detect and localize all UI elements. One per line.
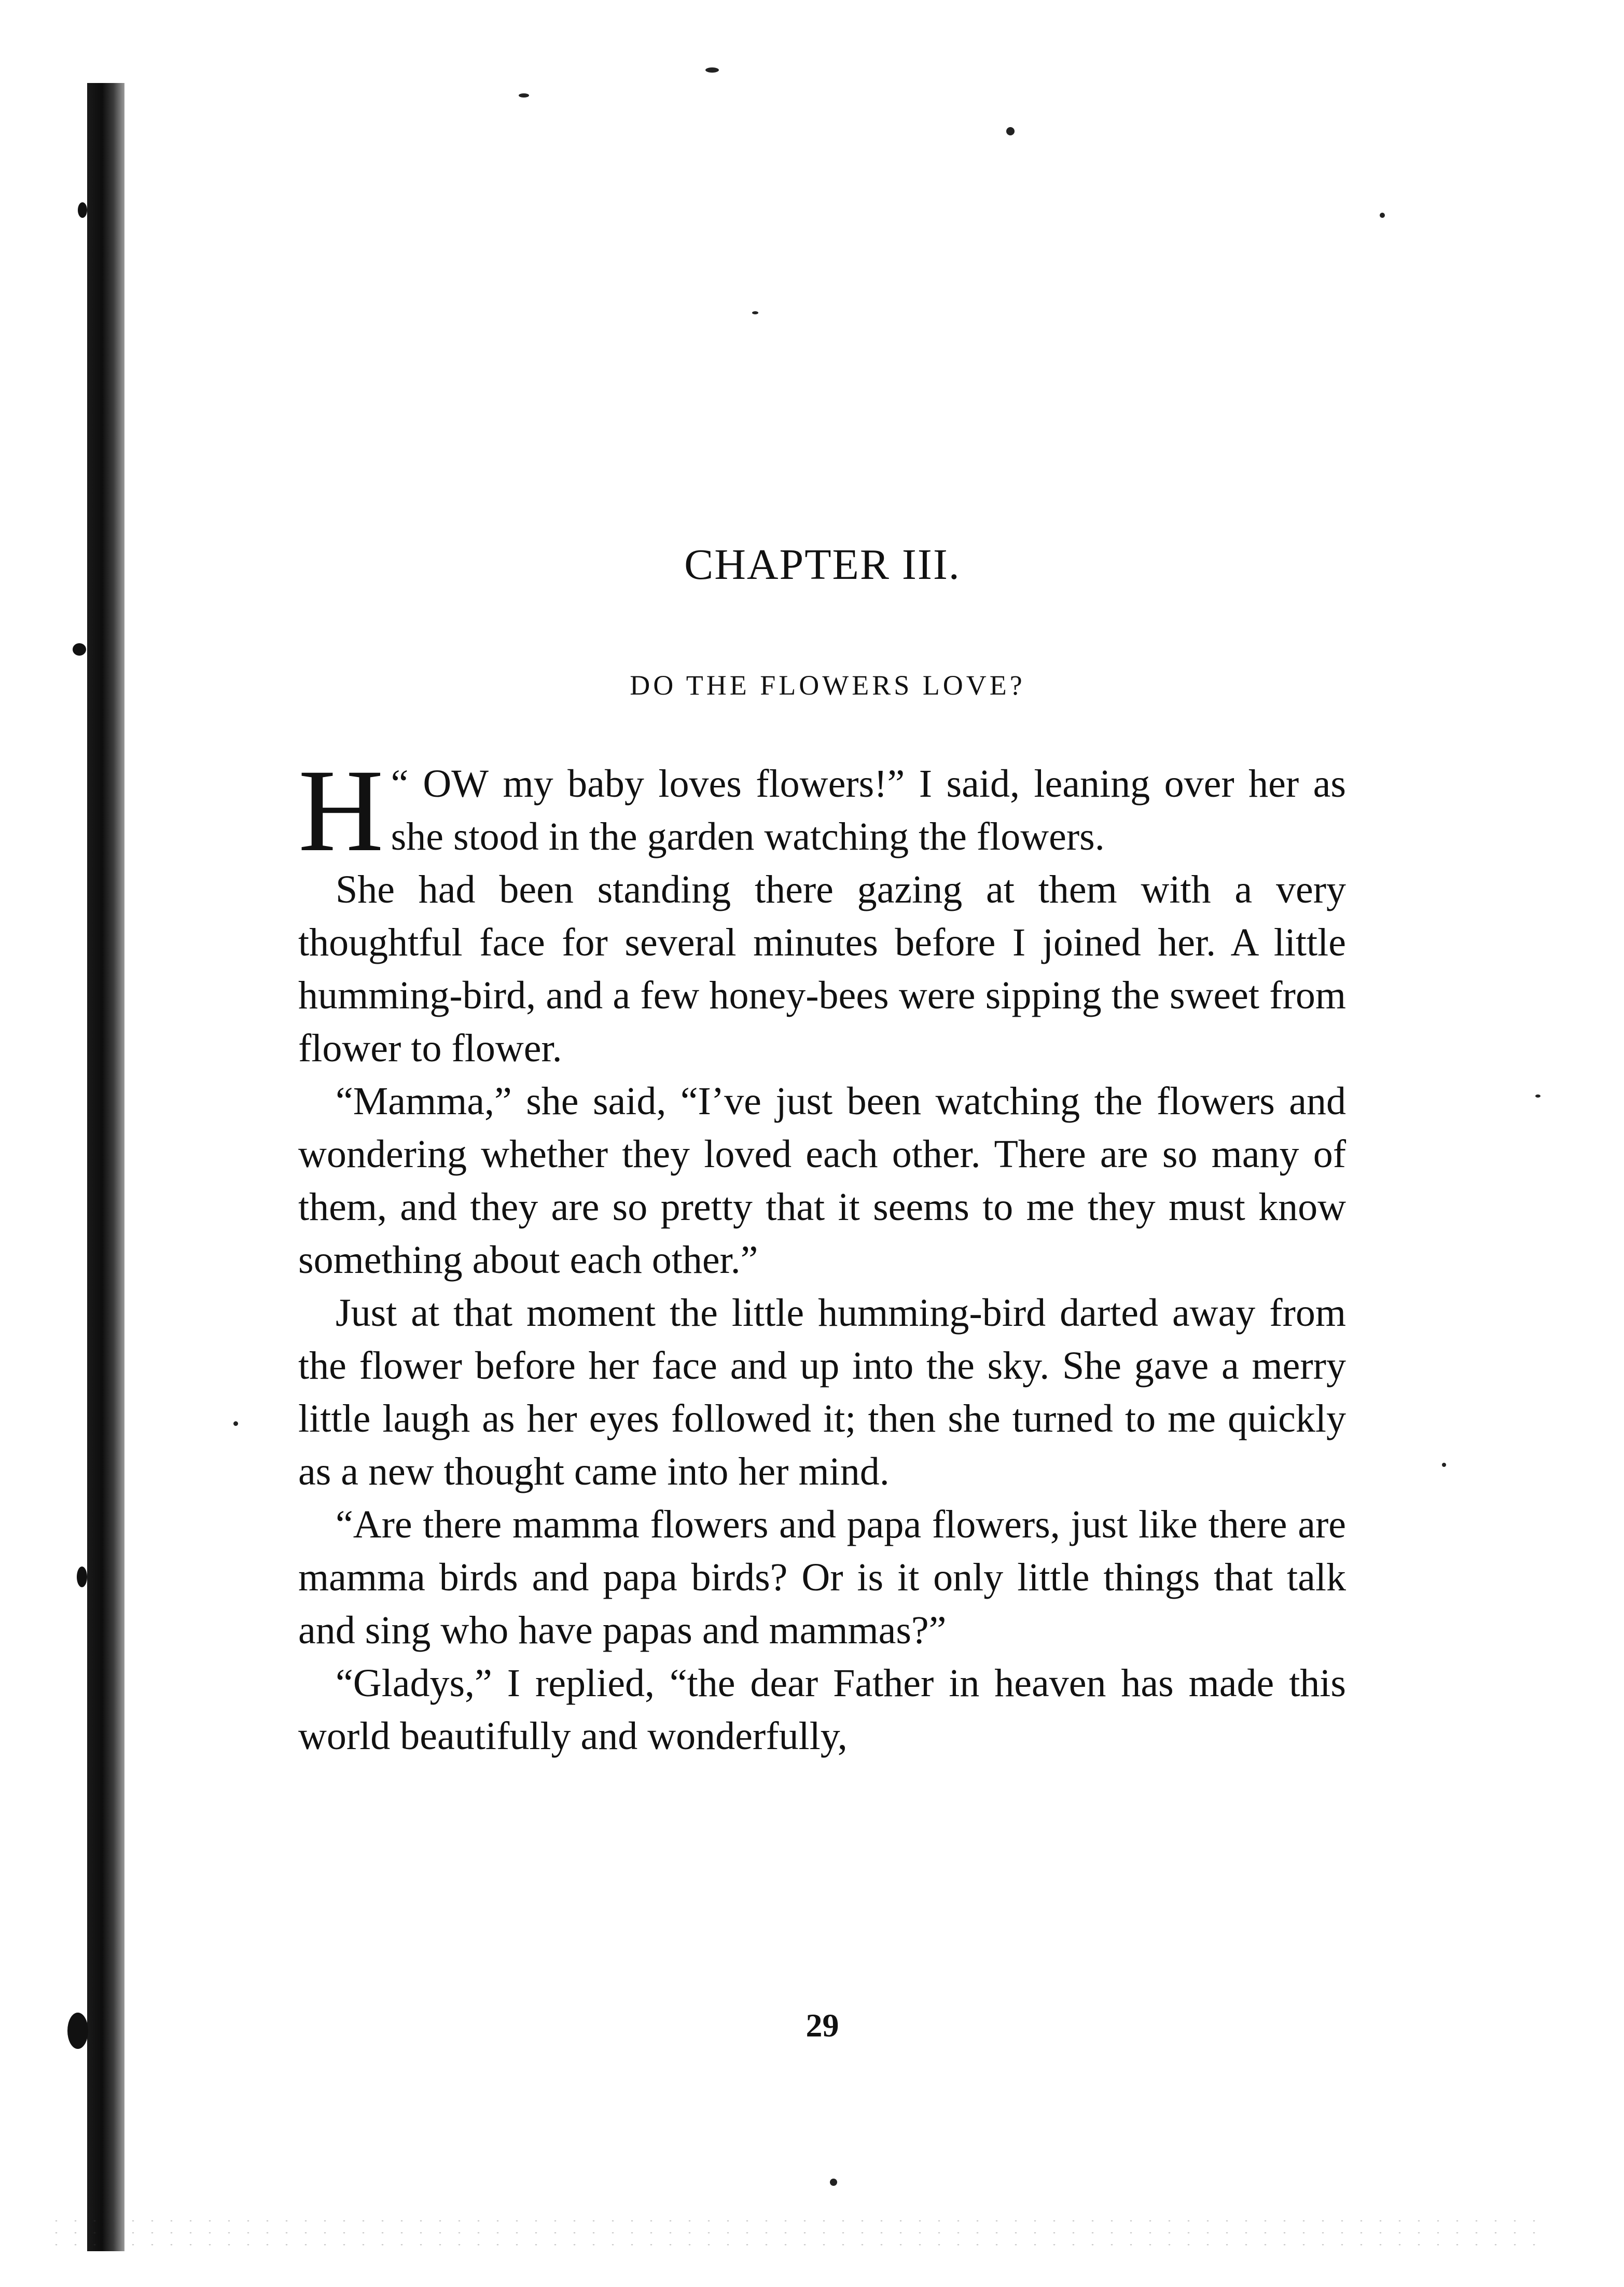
- print-speck: [752, 311, 758, 314]
- scan-noise: [47, 2215, 1551, 2246]
- binding-mark: [78, 202, 87, 218]
- print-speck: [705, 67, 719, 73]
- chapter-body: [298, 745, 1346, 1763]
- print-speck: [519, 93, 529, 98]
- print-speck: [830, 2179, 837, 2186]
- paragraph: “Gladys,” I replied, “the dear Father in heaven has made this world beautifully and wonderfully,: [298, 1661, 1346, 1758]
- opening-quote: “: [391, 762, 409, 806]
- lead-in-caps: OW: [423, 762, 489, 806]
- page-number: 29: [806, 2007, 839, 2044]
- binding-mark: [73, 643, 86, 656]
- chapter-title: CHAPTER III.: [684, 540, 961, 589]
- paragraph-text: my baby loves flowers!” I said, leaning over her as she stood in the garden watching the flowers.: [391, 762, 1346, 858]
- paragraph: Just at that moment the little humming-bird darted away from the flower before her face and up into the sky. She gave a merry little laugh as her eyes followed it; then she turned to me quickly as a new thought came into her mind.: [298, 1291, 1346, 1493]
- print-speck: [1006, 127, 1015, 135]
- chapter-subtitle: DO THE FLOWERS LOVE?: [630, 670, 1025, 701]
- print-speck: [233, 1421, 238, 1426]
- binding-mark: [77, 1567, 87, 1587]
- paragraph: “Are there mamma flowers and papa flowers, just like there are mamma birds and papa birds? Or is it only little things that talk and sing who have papas and mammas?”: [298, 1503, 1346, 1652]
- paragraph: She had been standing there gazing at them with a very thoughtful face for several minutes before I joined her. A little humming-bird, and a few honey-bees were sipping the sweet from flower to flower.: [298, 868, 1346, 1070]
- paragraph: “Mamma,” she said, “I’ve just been watching the flowers and wondering whether they loved each other. There are so many of them, and they are so pretty that it seems to me they must know something about each other.”: [298, 1079, 1346, 1282]
- print-speck: [1535, 1094, 1540, 1098]
- print-speck: [1380, 213, 1385, 218]
- drop-cap: H: [298, 745, 384, 876]
- print-speck: [1442, 1463, 1446, 1467]
- paragraph: [298, 745, 1346, 876]
- book-binding-edge: [87, 83, 124, 2251]
